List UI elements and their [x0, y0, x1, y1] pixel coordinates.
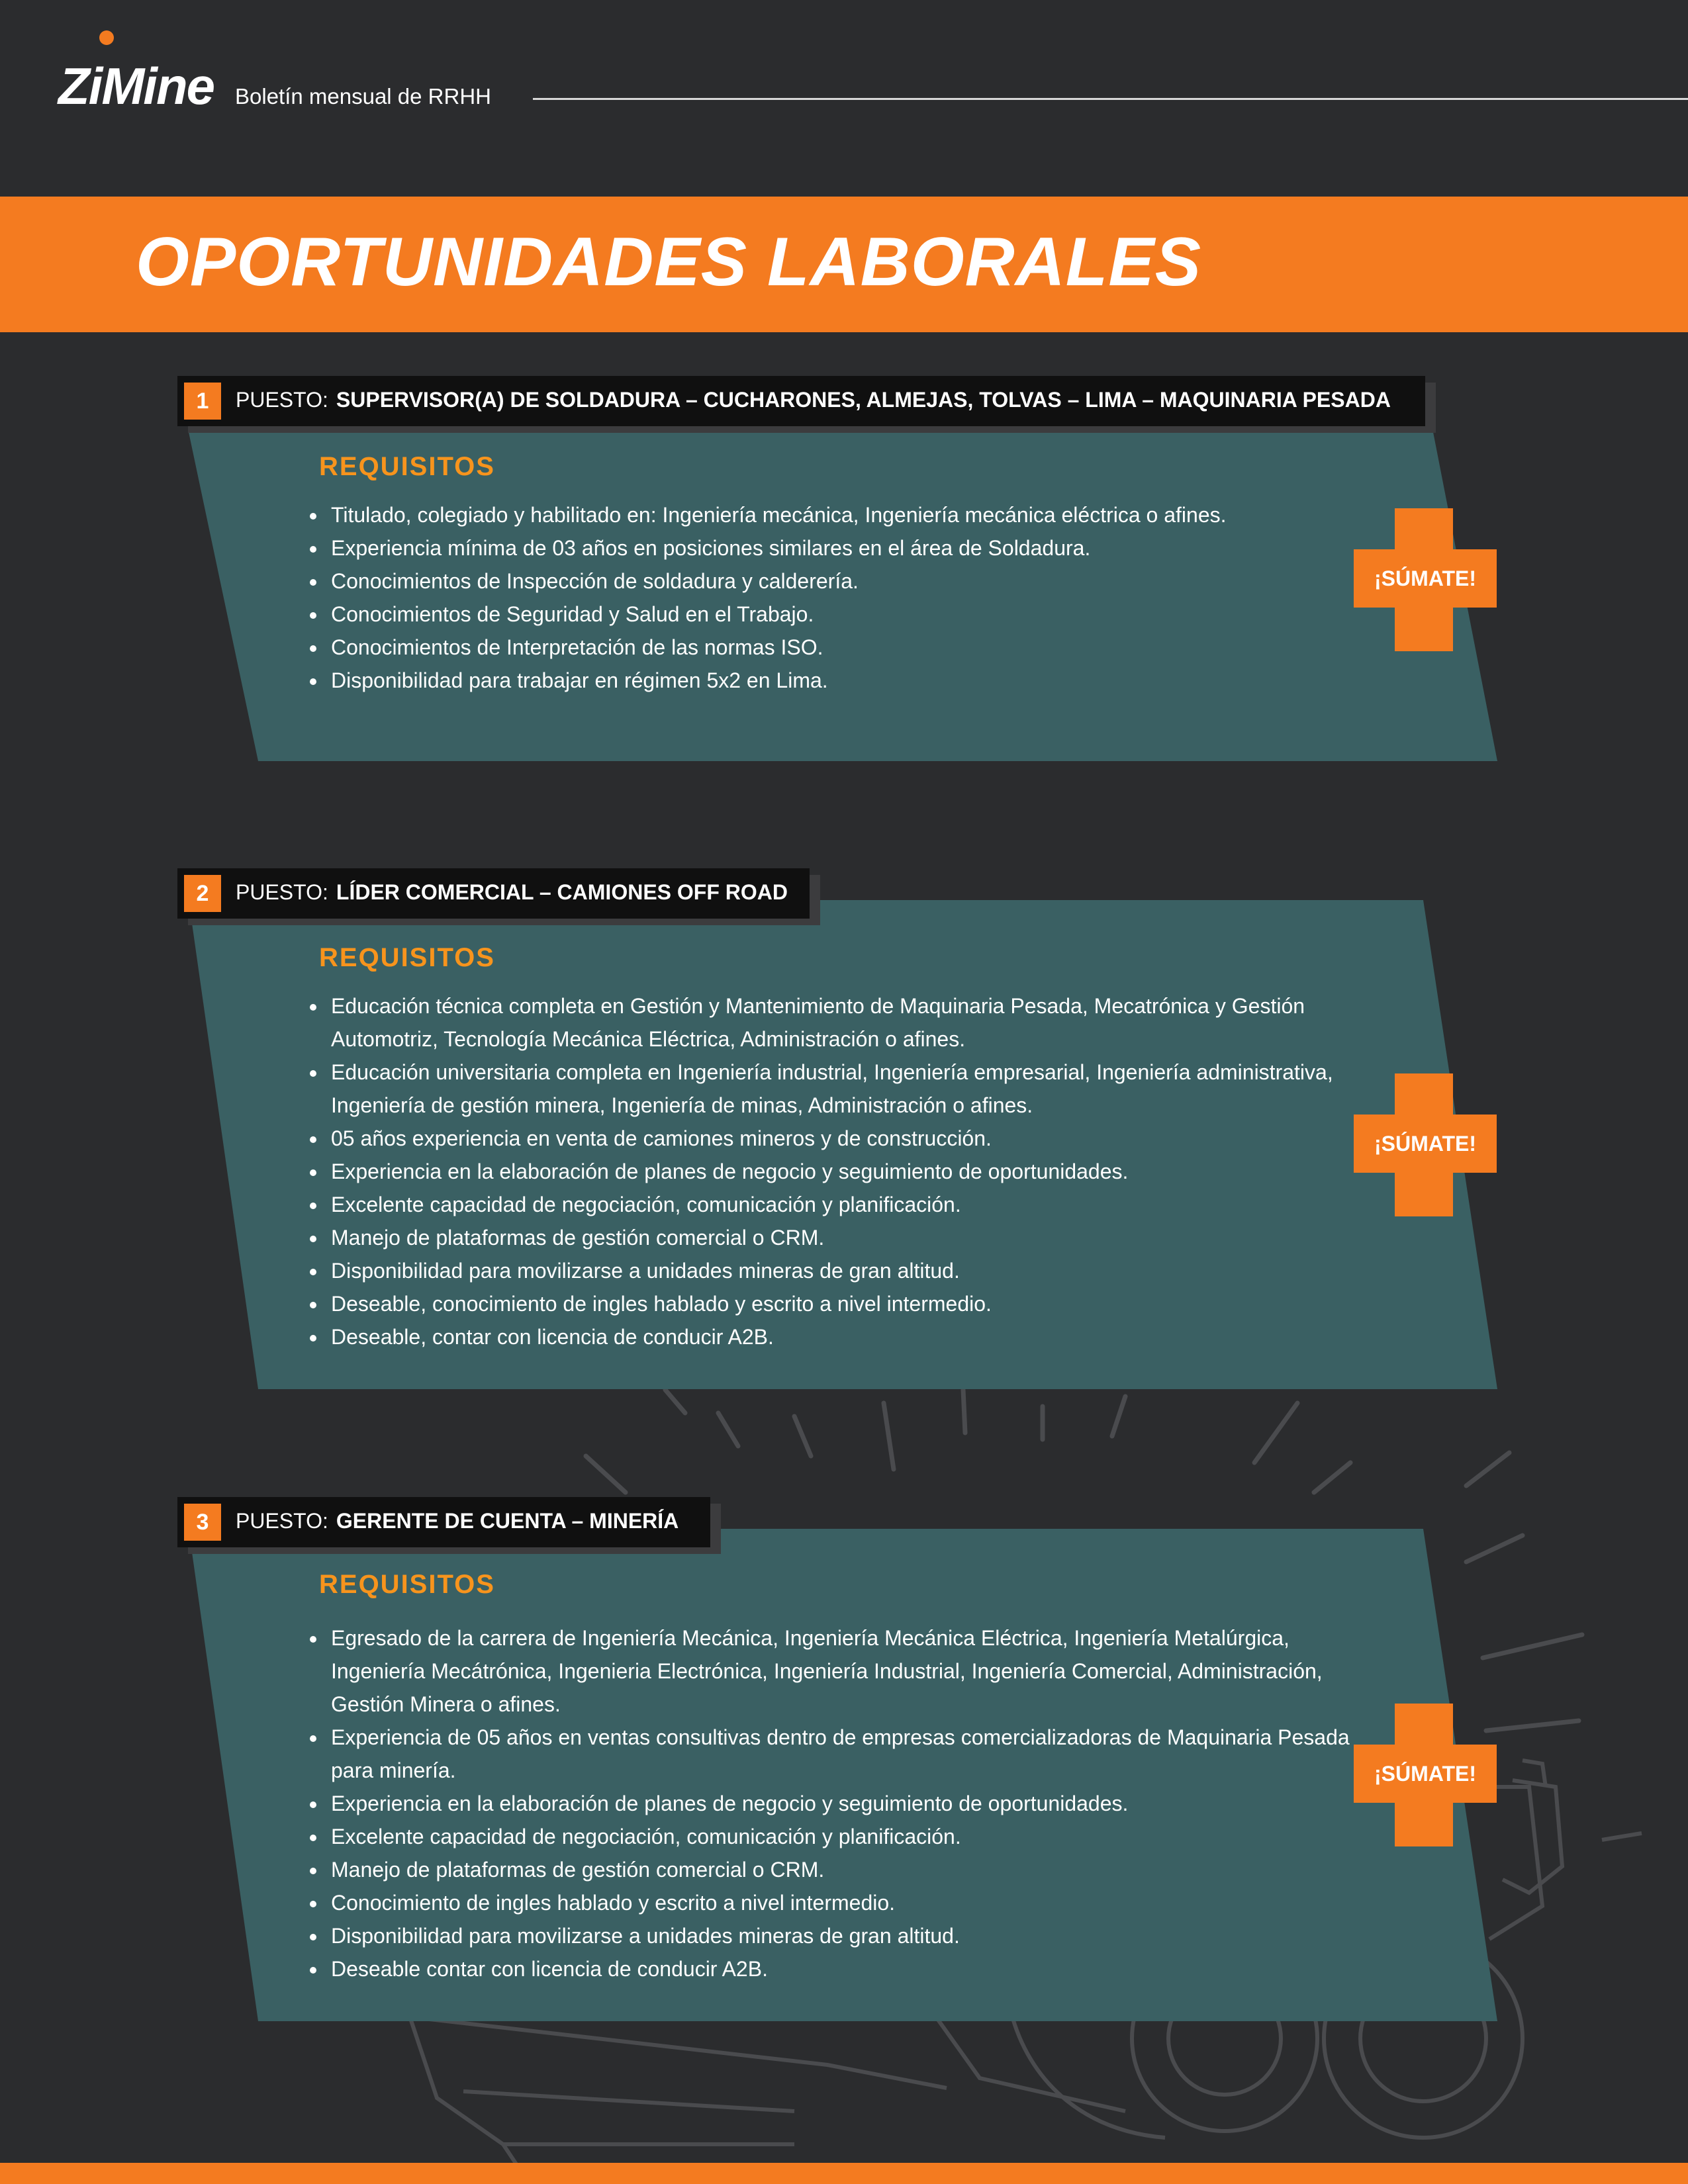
job-title: GERENTE DE CUENTA – MINERÍA — [336, 1509, 679, 1533]
logo-text: ZiMine — [58, 57, 214, 115]
job-title-tab — [177, 868, 810, 919]
requirement-item: • Conocimiento de ingles hablado y escrito a nivel intermedio. — [327, 1886, 1360, 1919]
job-card-1 — [0, 376, 1688, 773]
requirement-item: • Experiencia mínima de 03 años en posiciones similares en el área de Soldadura. — [327, 531, 1333, 565]
requirement-item: • Conocimientos de Interpretación de las normas ISO. — [327, 631, 1333, 664]
apply-button-label: ¡SÚMATE! — [1374, 567, 1477, 590]
requirements-heading: REQUISITOS — [319, 452, 495, 481]
job-title-tab — [177, 376, 1425, 426]
job-title-prefix: PUESTO: — [236, 388, 328, 412]
requirements-list — [299, 989, 1373, 1353]
requirement-item: • Conocimientos de Inspección de soldadura y calderería. — [327, 565, 1333, 598]
job-title-text — [236, 1509, 679, 1533]
job-title: SUPERVISOR(A) DE SOLDADURA – CUCHARONES, ALMEJAS, TOLVAS – LIMA – MAQUINARIA PESADA — [336, 388, 1391, 412]
requirements-heading: REQUISITOS — [319, 943, 495, 972]
job-number-badge: 3 — [184, 1504, 221, 1541]
requirement-item: • Deseable, conocimiento de ingles hablado y escrito a nivel intermedio. — [327, 1287, 1373, 1320]
job-title-prefix: PUESTO: — [236, 880, 328, 904]
requirement-item: • Experiencia en la elaboración de planes de negocio y seguimiento de oportunidades. — [327, 1787, 1360, 1820]
apply-button-label: ¡SÚMATE! — [1374, 1132, 1477, 1156]
requirement-item: • Educación universitaria completa en Ingeniería industrial, Ingeniería empresarial, Ingeniería administrativa, Ingeniería de gestión minera, Ingeniería de minas, Administración o afines. — [327, 1056, 1373, 1122]
job-card-3 — [0, 1497, 1688, 2026]
newsletter-tagline: Boletín mensual de RRHH — [235, 84, 492, 109]
requirement-item: • Manejo de plataformas de gestión comercial o CRM. — [327, 1853, 1360, 1886]
requirement-item: • Disponibilidad para trabajar en régimen 5x2 en Lima. — [327, 664, 1333, 697]
requirement-item: • Titulado, colegiado y habilitado en: Ingeniería mecánica, Ingeniería mecánica eléctrica o afines. — [327, 498, 1333, 531]
requirement-item: • Excelente capacidad de negociación, comunicación y planificación. — [327, 1188, 1373, 1221]
requirement-item: • Conocimientos de Seguridad y Salud en el Trabajo. — [327, 598, 1333, 631]
apply-button[interactable] — [1354, 508, 1497, 651]
requirement-item: • Disponibilidad para movilizarse a unidades mineras de gran altitud. — [327, 1919, 1360, 1952]
job-title-text — [236, 388, 1391, 412]
job-title-prefix: PUESTO: — [236, 1509, 328, 1533]
job-number-badge: 2 — [184, 875, 221, 912]
job-number-badge: 1 — [184, 383, 221, 420]
requirements-list — [299, 1621, 1360, 1985]
apply-button[interactable] — [1354, 1073, 1497, 1216]
requirement-item: • Deseable, contar con licencia de conducir A2B. — [327, 1320, 1373, 1353]
job-title: LÍDER COMERCIAL – CAMIONES OFF ROAD — [336, 880, 788, 904]
job-card-2 — [0, 868, 1688, 1398]
requirement-item: • 05 años experiencia en venta de camiones mineros y de construcción. — [327, 1122, 1373, 1155]
requirement-item: • Experiencia en la elaboración de planes de negocio y seguimiento de oportunidades. — [327, 1155, 1373, 1188]
requirement-item: • Manejo de plataformas de gestión comercial o CRM. — [327, 1221, 1373, 1254]
requirement-item: • Educación técnica completa en Gestión y Mantenimiento de Maquinaria Pesada, Mecatrónica y Gestión Automotriz, Tecnología Mecánica Eléctrica, Administración o afines. — [327, 989, 1373, 1056]
page-title: OPORTUNIDADES LABORALES — [136, 224, 1202, 300]
requirement-item: • Deseable contar con licencia de conducir A2B. — [327, 1952, 1360, 1985]
requirements-heading: REQUISITOS — [319, 1570, 495, 1599]
apply-button[interactable] — [1354, 1704, 1497, 1846]
requirement-item: • Excelente capacidad de negociación, comunicación y planificación. — [327, 1820, 1360, 1853]
footer-bar — [0, 2163, 1688, 2184]
job-title-tab — [177, 1497, 710, 1547]
requirements-list — [299, 498, 1333, 697]
requirement-item: • Experiencia de 05 años en ventas consultivas dentro de empresas comercializadoras de Maquinaria Pesada para minería. — [327, 1721, 1360, 1787]
job-title-text — [236, 880, 788, 905]
requirement-item: • Egresado de la carrera de Ingeniería Mecánica, Ingeniería Mecánica Eléctrica, Ingeniería Metalúrgica, Ingeniería Mecátrónica, Ingenieria Electrónica, Ingeniería Industrial, Ingeniería Comercial, Administración, Gestión Minera o afines. — [327, 1621, 1360, 1721]
apply-button-label: ¡SÚMATE! — [1374, 1762, 1477, 1786]
requirement-item: • Disponibilidad para movilizarse a unidades mineras de gran altitud. — [327, 1254, 1373, 1287]
